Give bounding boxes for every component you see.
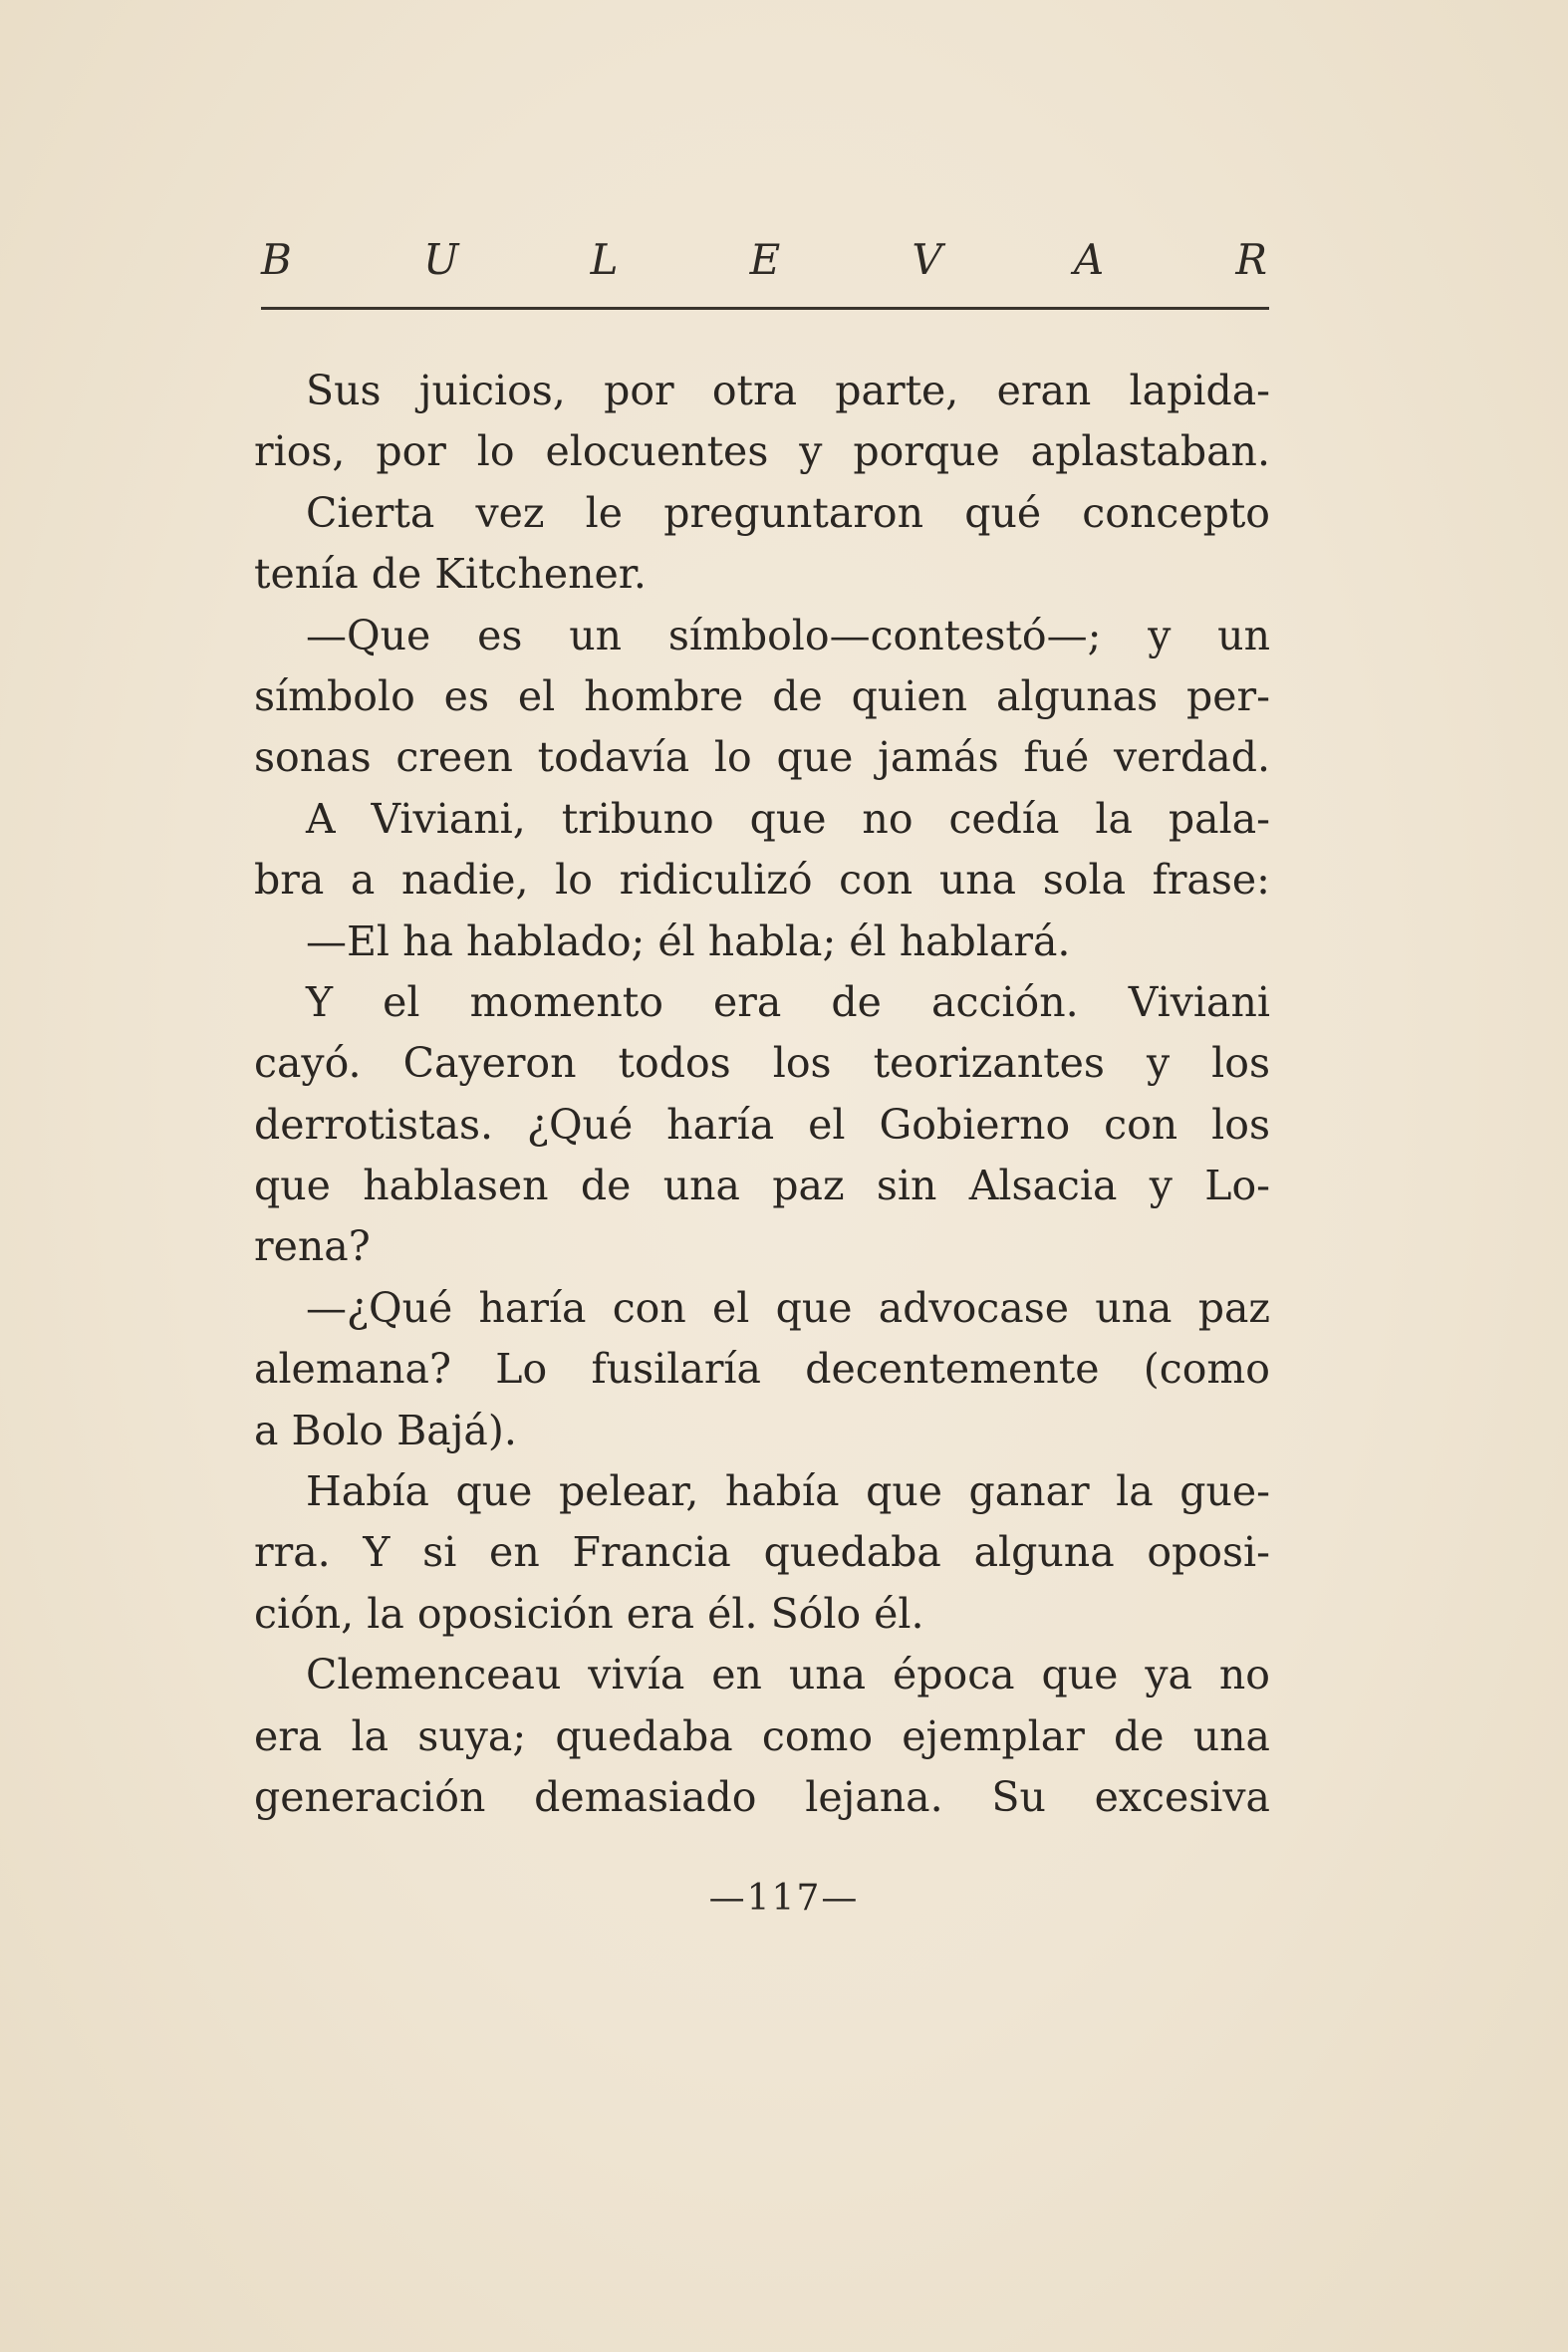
running-head-letter: B — [261, 235, 292, 284]
text-line: rra. Y si en Francia quedaba alguna oposi- — [254, 1528, 1270, 1577]
text-line: Clemenceau vivía en una época que ya no — [306, 1651, 1270, 1699]
running-head-letter: V — [912, 235, 942, 284]
running-head — [261, 235, 1267, 284]
body-text — [254, 361, 1270, 1828]
text-line: tenía de Kitchener. — [254, 550, 647, 599]
running-head-letter: R — [1235, 235, 1267, 284]
text-line: Cierta vez le preguntaron qué concepto — [306, 488, 1270, 537]
text-line: rios, por lo elocuentes y porque aplastaban. — [254, 427, 1270, 476]
text-line: alemana? Lo fusilaría decentemente (como — [254, 1345, 1270, 1394]
text-line: ción, la oposición era él. Sólo él. — [254, 1589, 924, 1638]
text-line: rena? — [254, 1222, 371, 1271]
running-head-letter: L — [590, 235, 619, 284]
running-head-letter: E — [749, 235, 781, 284]
text-line: bra a nadie, lo ridiculizó con una sola frase: — [254, 856, 1270, 905]
text-line: que hablasen de una paz sin Alsacia y Lo- — [254, 1162, 1270, 1210]
text-line: símbolo es el hombre de quien algunas per- — [254, 671, 1270, 720]
text-line: sonas creen todavía lo que jamás fué verdad. — [254, 733, 1270, 782]
text-line: —¿Qué haría con el que advocase una paz — [306, 1283, 1270, 1332]
running-head-letter: U — [423, 235, 459, 284]
text-line: Había que pelear, había que ganar la gue- — [306, 1467, 1270, 1516]
text-line: Sus juicios, por otra parte, eran lapida- — [306, 367, 1270, 414]
running-head-letter: A — [1073, 235, 1105, 284]
text-line: era la suya; quedaba como ejemplar de una — [254, 1711, 1270, 1760]
text-line: a Bolo Bajá). — [254, 1406, 517, 1454]
text-line: generación demasiado lejana. Su excesiva — [254, 1772, 1270, 1821]
text-line: A Viviani, tribuno que no cedía la pala- — [306, 794, 1270, 843]
text-line: cayó. Cayeron todos los teorizantes y los — [254, 1039, 1270, 1088]
text-line: Y el momento era de acción. Viviani — [306, 977, 1270, 1026]
header-rule — [261, 307, 1269, 310]
text-line: —Que es un símbolo—contestó—; y un — [306, 611, 1270, 659]
text-line: —El ha hablado; él habla; él hablará. — [306, 916, 1071, 965]
text-line: derrotistas. ¿Qué haría el Gobierno con los — [254, 1100, 1270, 1149]
page-number: —117— — [708, 1878, 860, 1919]
